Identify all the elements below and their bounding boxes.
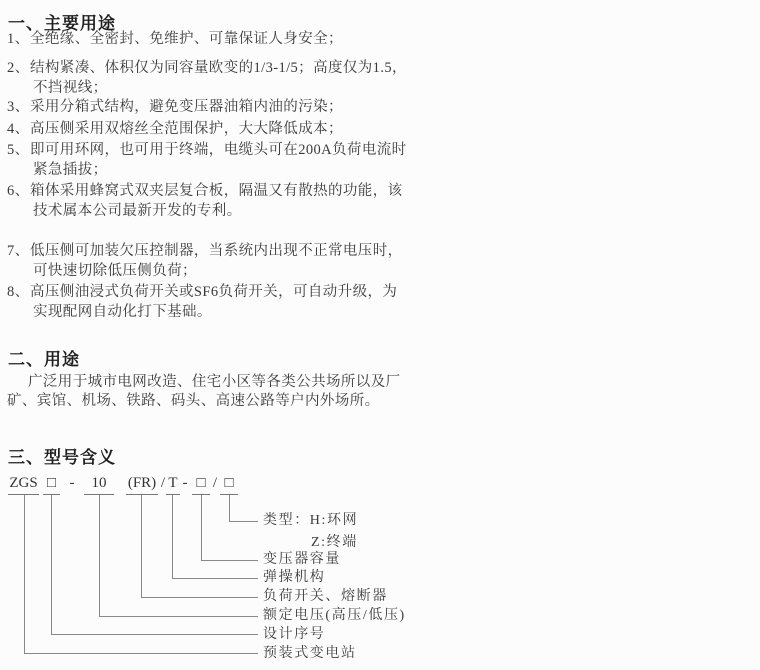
leader-vline-type [229,495,230,521]
item-number: 8、 [7,284,30,300]
leader-vline-voltage [99,495,100,616]
model-code-slash: / [212,475,218,491]
item-number: 7、 [7,243,30,259]
item-number: 4、 [7,121,30,137]
list-item-continuation: 可快速切除低压侧负荷； [33,263,197,279]
list-item [7,32,343,47]
item-text: 采用分箱式结构，避免变压器油箱内油的污染； [30,99,343,115]
leader-hline-type [229,521,258,522]
item-text: 结构紧凑、体积仅为同容量欧变的1/3-1/5；高度仅为1.5， [30,60,407,76]
list-item [7,122,343,137]
leader-vline-fr [141,495,142,597]
list-item [7,244,403,259]
list-item [7,143,407,158]
leader-hline-fr [141,597,258,598]
item-number: 2、 [7,60,30,76]
diagram-label-capacity: 变压器容量 [263,552,341,567]
item-text: 低压侧可加装欠压控制器，当系统内出现不正常电压时， [30,243,403,259]
list-item-continuation: 实现配网自动化打下基础。 [33,304,212,320]
leader-hline-voltage [99,616,258,617]
paragraph-line: 广泛用于城市电网改造、住宅小区等各类公共场所以及厂 [28,374,401,390]
diagram-label-design-serial: 设计序号 [263,627,326,642]
diagram-label-rated-voltage: 额定电压(高压/低压) [263,608,406,623]
list-item-continuation: 不挡视线； [33,80,108,96]
leader-hline-capacity [201,560,258,561]
item-text: 高压侧采用双熔丝全范围保护，大大降低成本； [30,121,343,137]
model-code-box-capacity: □ [192,474,210,495]
model-code-dash: - [69,475,75,491]
diagram-label-switch-fuse: 负荷开关、熔断器 [263,589,388,604]
item-number: 1、 [7,31,30,47]
section-heading-uses: 二、用途 [8,350,80,369]
leader-vline-capacity [201,495,202,560]
leader-vline-prefix [24,495,25,653]
item-text: 高压侧油浸式负荷开关或SF6负荷开关，可自动升级，为 [30,284,398,300]
model-code-box-design: □ [43,474,60,495]
list-item [7,285,397,300]
model-code-dash: - [182,475,188,491]
model-code-voltage: 10 [84,474,114,495]
item-number: 5、 [7,142,30,158]
list-item [7,61,407,76]
item-number: 6、 [7,183,30,199]
list-item [7,100,343,115]
item-text: 即可用环网，也可用于终端，电缆头可在200A负荷电流时 [30,142,407,158]
leader-vline-t [172,495,173,578]
model-code-fr: (FR) [126,474,158,495]
leader-hline-design [51,634,258,635]
diagram-label-substation: 预装式变电站 [263,646,357,661]
list-item [7,184,403,199]
item-text: 箱体采用蜂窝式双夹层复合板，隔温又有散热的功能，该 [30,183,403,199]
leader-hline-prefix [24,653,258,654]
model-code-slash: / [160,475,166,491]
section-heading-main-uses: 一、主要用途 [8,14,116,33]
leader-vline-design [51,495,52,634]
model-code-prefix: ZGS [8,474,39,495]
paragraph-line: 矿、宾馆、机场、铁路、码头、高速公路等户内外场所。 [7,393,380,409]
list-item-continuation: 紧急插拔； [33,162,108,178]
diagram-label-mechanism: 弹操机构 [263,570,326,585]
section-heading-model-meaning: 三、型号含义 [8,448,116,467]
model-code-box-type: □ [220,474,238,495]
model-code-t: T [166,474,180,495]
leader-hline-t [172,578,258,579]
list-item-continuation: 技术属本公司最新开发的专利。 [33,203,242,219]
diagram-label-type: 类型：H:环网 [263,513,359,528]
item-number: 3、 [7,99,30,115]
item-text: 全绝缘、全密封、免维护、可靠保证人身安全； [30,31,343,47]
diagram-label-type-line2: Z:终端 [311,535,358,550]
